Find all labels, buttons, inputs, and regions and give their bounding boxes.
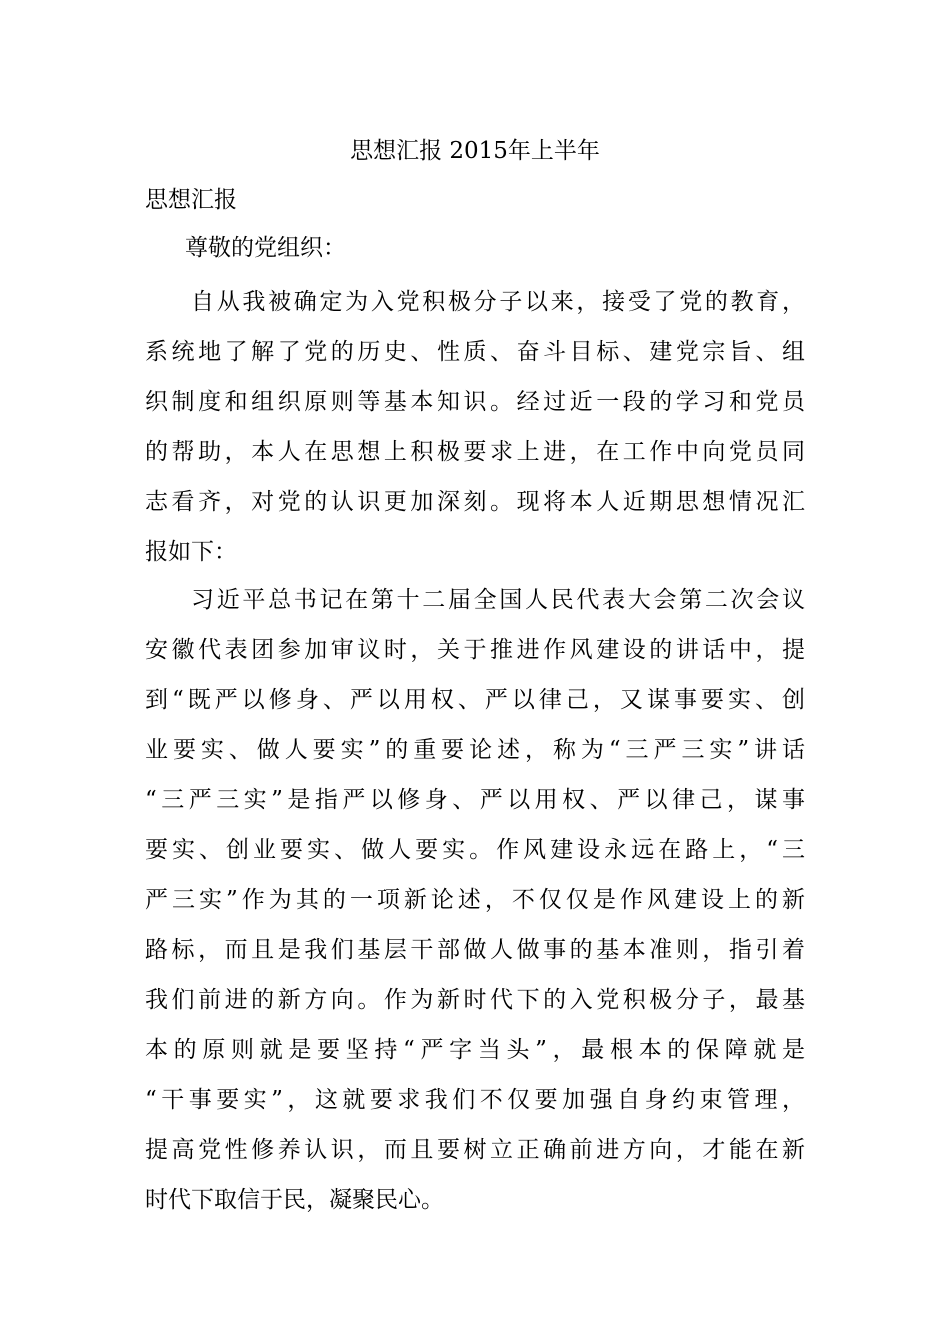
paragraph-line: 自从我被确定为入党积极分子以来，接受了党的教育， — [191, 289, 805, 315]
paragraph-line: “干事要实”，这就要求我们不仅要加强自身约束管理， — [145, 1087, 805, 1113]
paragraph-1 — [145, 277, 805, 577]
paragraph-line: 提高党性修养认识，而且要树立正确前进方向，才能在新 — [145, 1137, 805, 1163]
paragraph-line: 报如下： — [145, 539, 237, 565]
paragraph-line: 本的原则就是要坚持“严字当头”，最根本的保障就是 — [145, 1037, 805, 1063]
paragraph-line: 严三实”作为其的一项新论述，不仅仅是作风建设上的新 — [145, 887, 805, 913]
document-title: 思想汇报 2015年上半年 — [350, 138, 600, 164]
paragraph-line: 我们前进的新方向。作为新时代下的入党积极分子，最基 — [145, 987, 805, 1013]
paragraph-line: 的帮助，本人在思想上积极要求上进，在工作中向党员同 — [145, 439, 805, 465]
paragraph-line: 要实、创业要实、做人要实。作风建设永远在路上，“三 — [145, 837, 805, 863]
paragraph-line: 安徽代表团参加审议时，关于推进作风建设的讲话中，提 — [145, 637, 805, 663]
paragraph-line: 路标，而且是我们基层干部做人做事的基本准则，指引着 — [145, 937, 805, 963]
paragraph-line: 志看齐，对党的认识更加深刻。现将本人近期思想情况汇 — [145, 489, 805, 515]
paragraph-line: 时代下取信于民，凝聚民心。 — [145, 1187, 444, 1213]
paragraph-line: 业要实、做人要实”的重要论述，称为“三严三实”讲话 — [145, 737, 805, 763]
paragraph-line: 系统地了解了党的历史、性质、奋斗目标、建党宗旨、组 — [145, 339, 805, 365]
paragraph-2 — [145, 575, 805, 1225]
salutation: 尊敬的党组织： — [185, 235, 346, 261]
paragraph-line: 到“既严以修身、严以用权、严以律己，又谋事要实、创 — [145, 687, 805, 713]
paragraph-line: 习近平总书记在第十二届全国人民代表大会第二次会议 — [191, 587, 805, 613]
paragraph-line: “三严三实”是指严以修身、严以用权、严以律己，谋事 — [145, 787, 805, 813]
paragraph-line: 织制度和组织原则等基本知识。经过近一段的学习和党员 — [145, 389, 805, 415]
document-subtitle: 思想汇报 — [145, 187, 237, 213]
